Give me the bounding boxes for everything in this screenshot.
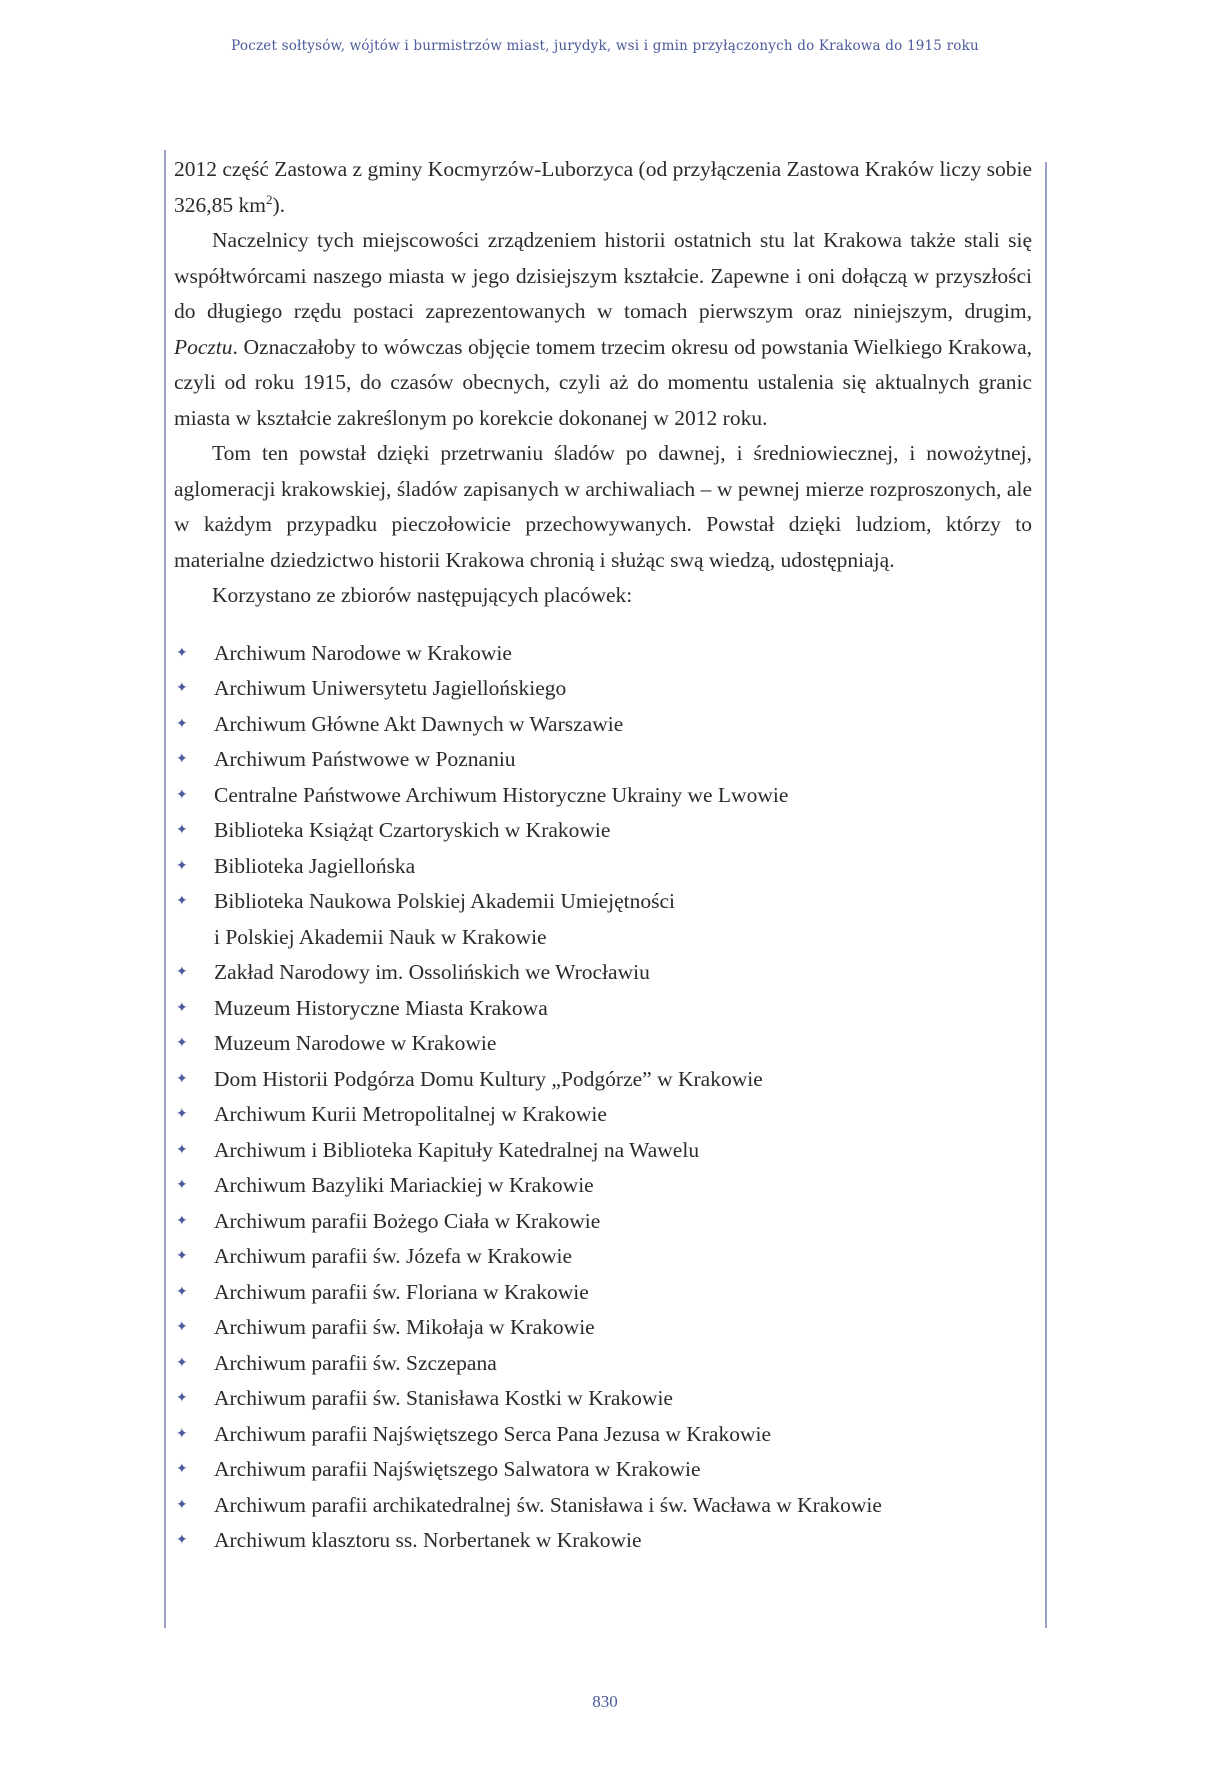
right-margin-rule [1045,162,1047,1628]
bullet-cross-icon: ✦ [176,1142,188,1158]
page-number: 830 [592,1692,618,1711]
list-item-label: Biblioteka Naukowa Polskiej Akademii Umiejętności i Polskiej Akademii Nauk w Krakowie [214,889,675,949]
paragraph-1-text: 2012 część Zastowa z gminy Kocmyrzów-Luborzyca (od przyłączenia Zastowa Kraków liczy sobie 326,85 km [174,157,1032,217]
list-item-label: Archiwum i Biblioteka Kapituły Katedralnej na Wawelu [214,1137,700,1162]
list-item-label: Archiwum parafii św. Mikołaja w Krakowie [214,1315,595,1339]
bullet-cross-icon: ✦ [176,1355,188,1371]
bullet-cross-icon: ✦ [176,1000,188,1016]
list-item-label: Archiwum Bazyliki Mariackiej w Krakowie [214,1173,594,1197]
list-item [174,1204,1032,1240]
list-item-label: Archiwum parafii Bożego Ciała w Krakowie [214,1208,601,1233]
bullet-cross-icon: ✦ [176,894,188,909]
list-item-label: Archiwum parafii św. Stanisława Kostki w Krakowie [214,1386,673,1410]
paragraph-2-italic: Pocztu [174,334,233,359]
list-item-label: Zakład Narodowy im. Ossolińskich we Wrocławiu [214,960,650,984]
list-item [174,1523,1032,1559]
left-margin-rule [164,150,166,1628]
list-item [174,991,1032,1027]
bullet-cross-icon: ✦ [176,752,188,767]
list-item [174,1133,1032,1169]
list-item [174,1310,1032,1346]
list-item-label: Archiwum parafii Najświętszego Serca Pana Jezusa w Krakowie [214,1421,772,1446]
list-item [174,1346,1032,1382]
list-item-label: Archiwum Narodowe w Krakowie [214,640,512,665]
bullet-cross-icon: ✦ [176,1249,188,1264]
list-item-label: Muzeum Historyczne Miasta Krakowa [214,995,548,1020]
page-body [174,152,1032,1559]
paragraph-4: Korzystano ze zbiorów następujących placówek: [212,583,633,607]
bullet-cross-icon: ✦ [176,1036,188,1051]
list-item [174,813,1032,849]
list-item-label: Muzeum Narodowe w Krakowie [214,1031,497,1055]
list-item [174,1062,1032,1098]
paragraph-2-text-b: . Oznaczałoby to wówczas objęcie tomem trzecim okresu od powstania Wielkiego Krakowa, czyli od roku 1915, do czasów obecnych, czyli aż do momentu ustalenia się aktualnych granic miasta w kształcie zakreślonym po korekcie dokonanej w 2012 roku. [174,334,1032,430]
bullet-cross-icon: ✦ [176,1071,188,1087]
list-item [174,707,1032,743]
list-item [174,1488,1032,1524]
list-item-label: Archiwum parafii św. Floriana w Krakowie [214,1279,589,1304]
list-item-label: Archiwum Państwowe w Poznaniu [214,747,516,771]
bullet-cross-icon: ✦ [176,1178,188,1193]
list-item-label: Archiwum klasztoru ss. Norbertanek w Krakowie [214,1528,642,1552]
list-item-label: Archiwum Kurii Metropolitalnej w Krakowie [214,1102,607,1126]
institution-list [174,636,1032,1559]
list-item [174,1168,1032,1204]
list-item [174,1239,1032,1275]
bullet-cross-icon: ✦ [176,787,188,803]
list-item [174,1026,1032,1062]
paragraph-1-end: ). [272,192,286,217]
bullet-cross-icon: ✦ [176,1213,188,1229]
list-item [174,1417,1032,1453]
list-item [174,1452,1032,1488]
list-item-label: Dom Historii Podgórza Domu Kultury „Podgórze” w Krakowie [214,1066,763,1091]
superscript: 2 [265,191,273,207]
list-item [174,742,1032,778]
bullet-cross-icon: ✦ [176,1284,188,1300]
bullet-cross-icon: ✦ [176,645,188,661]
list-item-label: Archiwum Uniwersytetu Jagiellońskiego [214,676,567,700]
list-item-label: Centralne Państwowe Archiwum Historyczne Ukrainy we Lwowie [214,782,789,807]
bullet-cross-icon: ✦ [176,1107,188,1122]
list-item [174,849,1032,885]
paragraph-2 [174,223,1032,436]
bullet-cross-icon: ✦ [176,965,188,980]
list-item-label: Archiwum parafii Najświętszego Salwatora w Krakowie [214,1457,701,1481]
paragraph-3: Tom ten powstał dzięki przetrwaniu śladów po dawnej, i średniowiecznej, i nowożytnej, aglomeracji krakowskiej, śladów zapisanych w archiwaliach – w pewnej mierze rozproszonych, ale w każdym przypadku pieczołowicie przechowywanych. Powstał dzięki ludziom, którzy to materialne dziedzictwo historii Krakowa chronią i służąc swą wiedzą, udostępniają. [174,441,1032,572]
list-item-label: Biblioteka Jagiellońska [214,853,416,878]
list-item-label: Archiwum parafii archikatedralnej św. Stanisława i św. Wacława w Krakowie [214,1492,882,1517]
bullet-cross-icon: ✦ [176,1497,188,1513]
bullet-cross-icon: ✦ [176,858,188,874]
list-item [174,955,1032,991]
bullet-cross-icon: ✦ [176,823,188,838]
paragraph-2-text-a: Naczelnicy tych miejscowości zrządzeniem historii ostatnich stu lat Krakowa także stali się współtwórcami naszego miasta w jego dzisiejszym kształcie. Zapewne i oni dołączą w przyszłości do długiego rzędu postaci zaprezentowanych w tomach pierwszym oraz niniejszym, drugim, [174,228,1032,323]
list-item-label: Archiwum parafii św. Szczepana [214,1350,497,1375]
bullet-cross-icon: ✦ [176,1533,188,1548]
list-item-label: Archiwum Główne Akt Dawnych w Warszawie [214,711,624,736]
list-item [174,636,1032,672]
list-item-label: Archiwum parafii św. Józefa w Krakowie [214,1244,573,1268]
list-item [174,1381,1032,1417]
bullet-cross-icon: ✦ [176,1426,188,1442]
list-item [174,884,1032,955]
bullet-cross-icon: ✦ [176,681,188,696]
list-item [174,778,1032,814]
bullet-cross-icon: ✦ [176,716,188,732]
bullet-cross-icon: ✦ [176,1391,188,1406]
list-item [174,1275,1032,1311]
list-item-label: Biblioteka Książąt Czartoryskich w Krakowie [214,818,611,842]
running-header: Poczet sołtysów, wójtów i burmistrzów miast, jurydyk, wsi i gmin przyłączonych do Krakowa do 1915 roku [231,38,979,54]
bullet-cross-icon: ✦ [176,1320,188,1335]
paragraph-1 [174,152,1032,223]
list-item [174,671,1032,707]
list-item [174,1097,1032,1133]
bullet-cross-icon: ✦ [176,1462,188,1477]
